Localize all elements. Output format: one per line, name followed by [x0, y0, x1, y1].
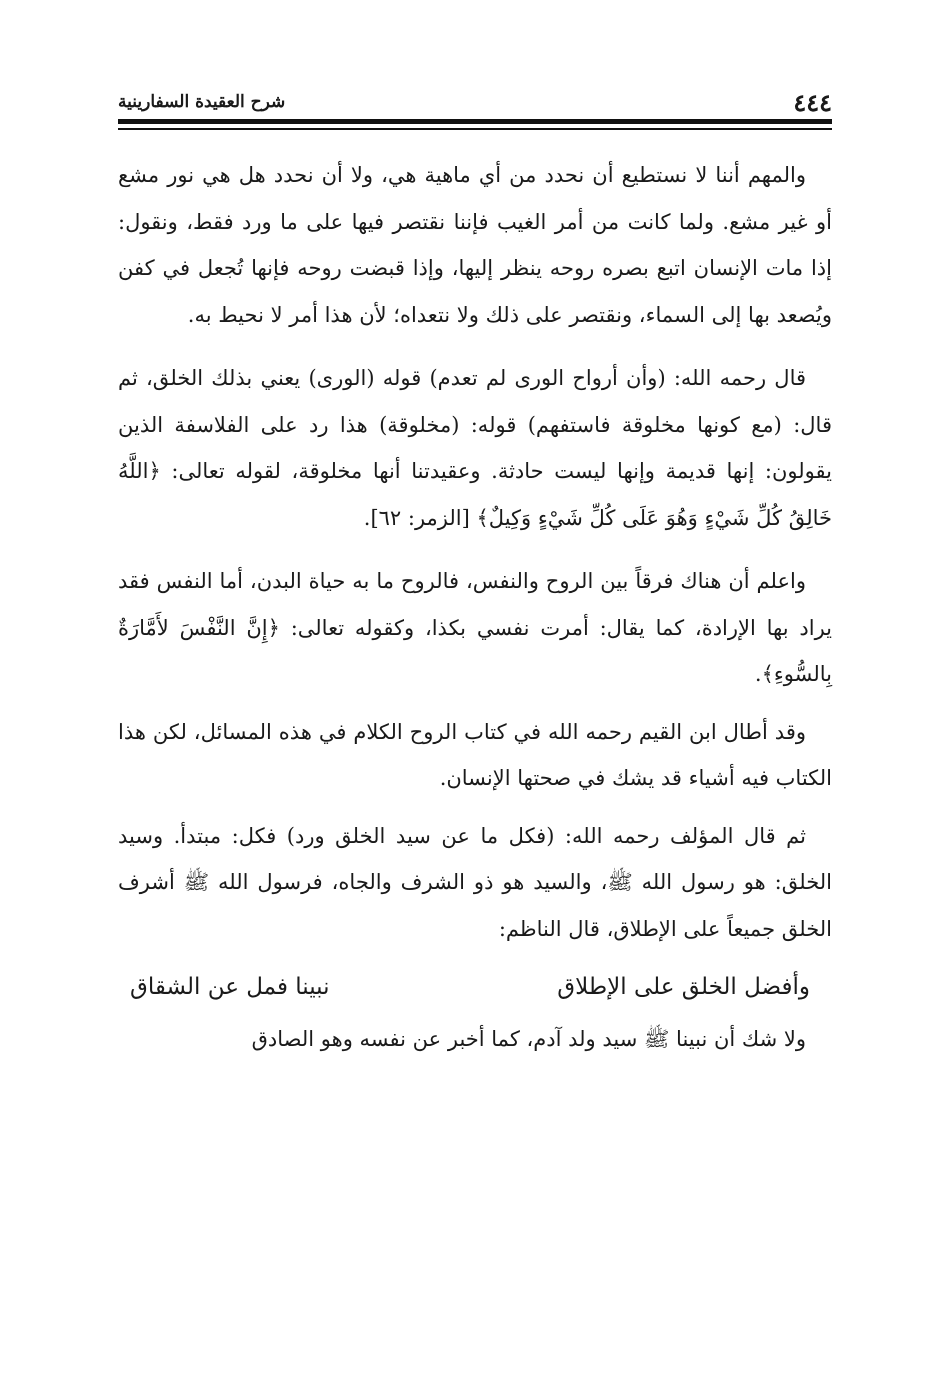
page-body: [118, 152, 832, 1063]
header-rule-thin: [118, 128, 832, 130]
poem-verse: [118, 964, 832, 1010]
header-rule-thick: [118, 119, 832, 124]
paragraph-last-line: ولا شك أن نبينا ﷺ سيد ولد آدم، كما أخبر عن نفسه وهو الصادق: [251, 1027, 806, 1051]
page-number: ٤٤٤: [793, 88, 832, 117]
verse-first-hemistich: وأفضل الخلق على الإطلاق: [557, 974, 810, 1000]
paragraph-spirits-created: قال رحمه الله: (وأن أرواح الورى لم تعدم) قوله (الورى) يعني بذلك الخلق، ثم قال: (مع كونها مخلوقة فاستفهم) قوله: (مخلوقة) هذا رد على الفلاسفة الذين يقولون: إنها قديمة وإنها ليست حادثة. وعقيدتنا أنها مخلوقة، لقوله تعالى: ﴿اللَّهُ خَالِقُ كُلِّ شَيْءٍ وَهُوَ عَلَى كُلِّ شَيْءٍ وَكِيلٌ﴾ [الزمر: ٦٢].: [118, 366, 832, 530]
page-header: [118, 86, 832, 116]
paragraph-spirit-nature: والمهم أننا لا نستطيع أن نحدد من أي ماهية هي، ولا أن نحدد هل هي نور مشع أو غير مشع. ولما كانت من أمر الغيب فإننا نقتصر فيها على ما ورد فقط، ونقول: إذا مات الإنسان اتبع بصره روحه ينظر إليها، وإذا قبضت روحه فإنها تُجعل في كفن ويُصعد بها إلى السماء، ونقتصر على ذلك ولا نتعداه؛ لأن هذا أمر لا نحيط به.: [118, 163, 832, 327]
paragraph-master-of-creation: ثم قال المؤلف رحمه الله: (فكل ما عن سيد الخلق ورد) فكل: مبتدأ. وسيد الخلق: هو رسول الله ﷺ، والسيد هو ذو الشرف والجاه، فرسول الله ﷺ أشرف الخلق جميعاً على الإطلاق، قال الناظم:: [118, 823, 832, 941]
verse-second-hemistich: نبينا فمل عن الشقاق: [130, 974, 330, 1000]
paragraph-spirit-vs-soul: واعلم أن هناك فرقاً بين الروح والنفس، فالروح ما به حياة البدن، أما النفس فقد يراد بها الإرادة، كما يقال: أمرت نفسي بكذا، وكقوله تعالى: ﴿إِنَّ النَّفْسَ لأَمَّارَةٌ بِالسُّوءِ﴾.: [118, 569, 832, 686]
paragraph-ibn-alqayyim: وقد أطال ابن القيم رحمه الله في كتاب الروح الكلام في هذه المسائل، لكن هذا الكتاب فيه أشياء قد يشك في صحتها الإنسان.: [118, 719, 832, 790]
running-title: شرح العقيدة السفارينية: [118, 92, 286, 112]
